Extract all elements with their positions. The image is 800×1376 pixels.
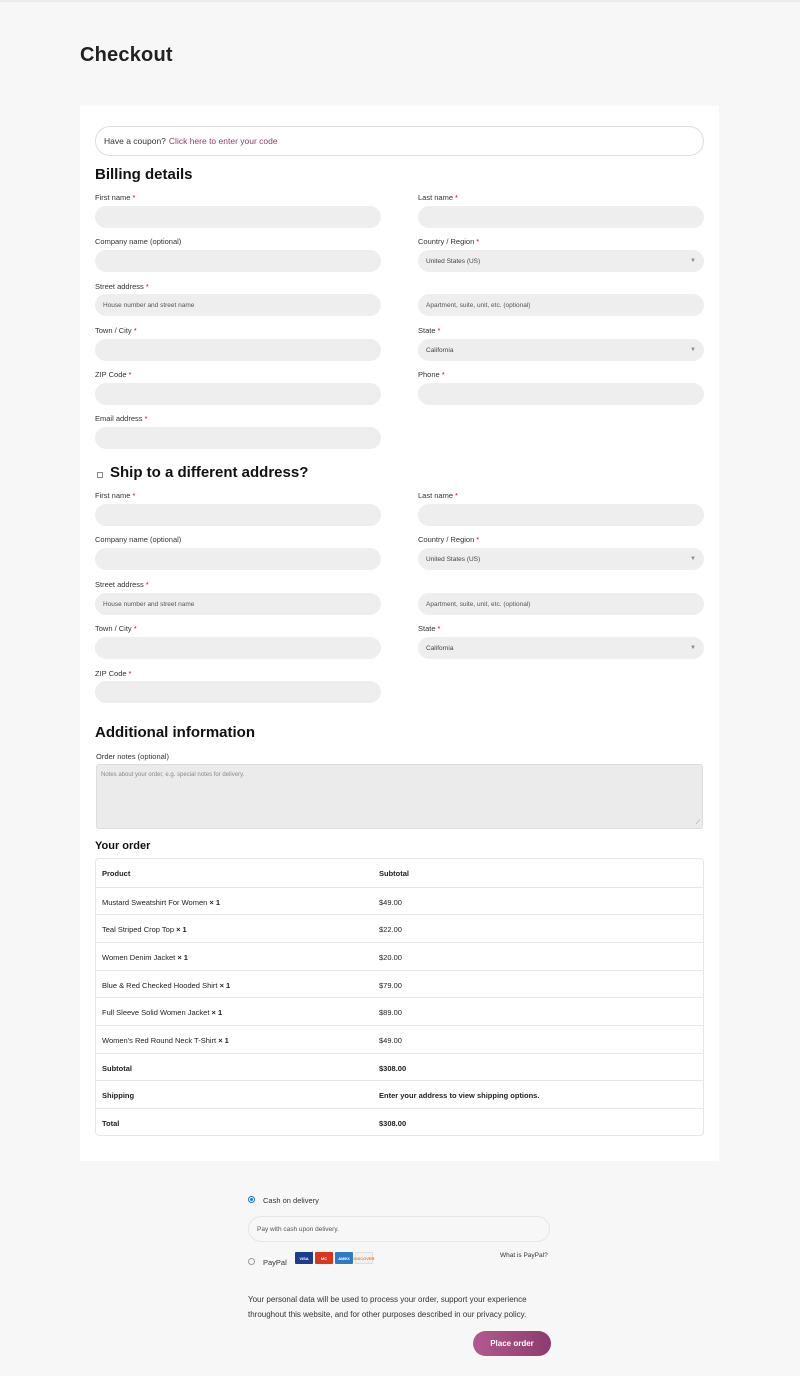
product-name: Full Sleeve Solid Women Jacket × 1 [102,1008,223,1017]
billing-company-label: Company name (optional) [95,237,182,246]
table-row [96,914,703,942]
subtotal-row [96,1053,703,1081]
billing-last-name-label: Last name * [418,193,458,202]
order-notes-placeholder: Notes about your order, e.g. special notes for delivery. [101,772,245,778]
subtotal-value: $308.00 [379,1063,407,1073]
billing-first-name-label: First name * [95,193,136,202]
billing-phone-input[interactable] [418,383,704,405]
amex-card-icon: AMEX [335,1252,353,1264]
additional-heading: Additional information [95,724,255,741]
shipping-label: Shipping [102,1091,135,1100]
product-column-header: Product [102,869,131,878]
billing-state-label: State * [418,326,441,335]
product-name: Women Denim Jacket × 1 [102,953,188,962]
shipping-city-input[interactable] [95,637,381,659]
billing-city-input[interactable] [95,339,381,361]
visa-card-icon: VISA [295,1252,313,1264]
billing-last-name-input[interactable] [418,206,704,228]
your-order-heading: Your order [95,840,151,852]
shipping-heading: Ship to a different address? [110,464,309,481]
table-row [96,997,703,1025]
shipping-country-label: Country / Region * [418,535,480,544]
mastercard-icon: MC [315,1252,333,1264]
resize-handle-icon[interactable]: ⟋ [695,820,700,826]
product-name: Women's Red Round Neck T-Shirt × 1 [102,1036,229,1045]
product-subtotal: $22.00 [379,925,402,934]
billing-street-label: Street address * [95,282,149,291]
coupon-notice [95,126,704,156]
total-value: $308.00 [379,1119,407,1128]
product-subtotal: $89.00 [379,1008,402,1017]
paypal-label[interactable]: PayPal [263,1258,287,1267]
total-row [96,1108,703,1136]
chevron-down-icon: ▼ [690,258,696,264]
billing-heading: Billing details [95,166,193,183]
privacy-notice: Your personal data will be used to process your order, support your experience throughout this website, and for other purposes described in our privacy policy. [248,1295,527,1319]
privacy-policy-link[interactable]: privacy policy [476,1310,525,1319]
product-subtotal: $20.00 [379,953,402,962]
shipping-city-label: Town / City * [95,624,137,633]
paypal-radio[interactable] [248,1258,255,1265]
table-row [96,942,703,970]
billing-email-label: Email address * [95,414,148,423]
billing-country-select[interactable]: United States (US) ▼ [418,250,704,272]
billing-zip-input[interactable] [95,383,381,405]
product-name: Mustard Sweatshirt For Women × 1 [102,897,221,907]
subtotal-label: Subtotal [102,1063,132,1073]
order-notes-textarea[interactable] [96,764,703,829]
shipping-apartment-input[interactable]: Apartment, suite, unit, etc. (optional) [418,593,704,615]
shipping-state-label: State * [418,624,441,633]
table-row [96,970,703,998]
product-subtotal: $49.00 [379,1036,402,1045]
product-name: Teal Striped Crop Top × 1 [102,925,187,934]
shipping-last-name-label: Last name * [418,491,458,500]
billing-zip-label: ZIP Code * [95,370,132,379]
billing-state-select[interactable]: California ▼ [418,339,704,361]
table-row [96,1025,703,1053]
chevron-down-icon: ▼ [690,347,696,353]
table-row [96,887,703,915]
billing-street-input[interactable]: House number and street name [95,294,381,316]
page-title: Checkout [80,44,173,66]
discover-card-icon: DISCOVER [355,1252,373,1264]
ship-different-checkbox[interactable] [97,472,103,478]
product-subtotal: $79.00 [379,980,402,990]
billing-apartment-input[interactable]: Apartment, suite, unit, etc. (optional) [418,294,704,316]
coupon-link[interactable]: Click here to enter your code [168,136,278,146]
shipping-first-name-input[interactable] [95,504,381,526]
cod-radio[interactable] [248,1196,255,1203]
payment-card-logos [295,1252,373,1264]
chevron-down-icon: ▼ [690,645,696,651]
shipping-last-name-input[interactable] [418,504,704,526]
subtotal-column-header: Subtotal [379,869,409,878]
cod-label[interactable]: Cash on delivery [263,1196,319,1205]
product-name: Blue & Red Checked Hooded Shirt × 1 [102,980,231,990]
billing-phone-label: Phone * [418,370,445,379]
shipping-zip-label: ZIP Code * [95,669,132,678]
place-order-button[interactable]: Place order [473,1331,551,1356]
billing-city-label: Town / City * [95,326,137,335]
top-divider [0,0,800,2]
billing-first-name-input[interactable] [95,206,381,228]
chevron-down-icon: ▼ [690,556,696,562]
shipping-row [96,1080,703,1108]
product-subtotal: $49.00 [379,897,402,907]
shipping-street-input[interactable]: House number and street name [95,593,381,615]
shipping-street-label: Street address * [95,580,149,589]
billing-company-input[interactable] [95,250,381,272]
billing-country-label: Country / Region * [418,237,480,246]
shipping-company-label: Company name (optional) [95,535,182,544]
shipping-country-select[interactable]: United States (US) ▼ [418,548,704,570]
coupon-prompt: Have a coupon? [104,136,166,146]
billing-email-input[interactable] [95,427,381,449]
table-header-row [96,859,703,887]
order-review-table [95,858,704,1136]
what-is-paypal-link[interactable]: What is PayPal? [500,1252,548,1259]
total-label: Total [102,1119,120,1128]
shipping-value: Enter your address to view shipping options. [379,1091,540,1100]
shipping-zip-input[interactable] [95,681,381,703]
shipping-first-name-label: First name * [95,491,136,500]
shipping-state-select[interactable]: California ▼ [418,637,704,659]
order-notes-label: Order notes (optional) [96,752,169,761]
cod-description: Pay with cash upon delivery. [248,1216,550,1242]
shipping-company-input[interactable] [95,548,381,570]
